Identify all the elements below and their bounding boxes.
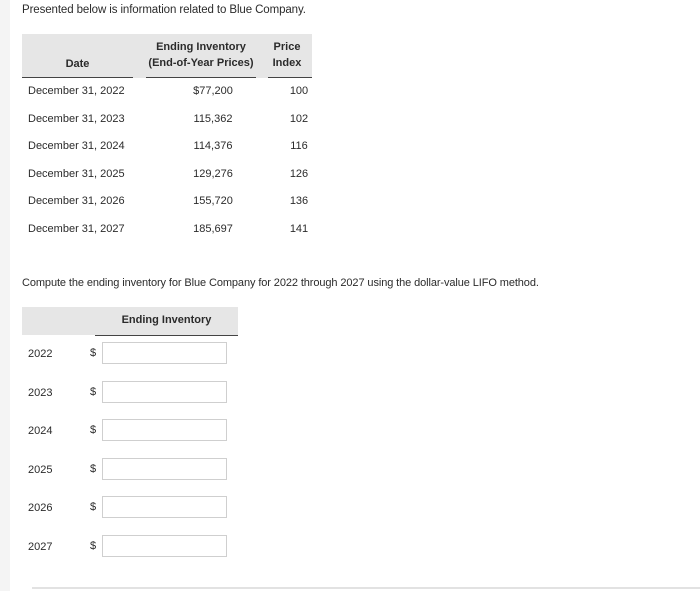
table-row <box>22 78 312 105</box>
ending-inventory-input-2024[interactable] <box>102 419 227 441</box>
table-row <box>22 216 312 243</box>
cell-inventory: 155,720 <box>193 195 233 207</box>
ending-inventory-input-2025[interactable] <box>102 458 227 480</box>
cell-date: December 31, 2027 <box>28 222 125 235</box>
answer-row-2025 <box>22 458 238 482</box>
cell-date: December 31, 2024 <box>28 140 125 152</box>
header-ending-inventory-answer: Ending Inventory <box>121 314 212 326</box>
cell-index: 141 <box>289 222 309 235</box>
table-row <box>22 188 312 215</box>
header-price-index-line1: Price <box>273 41 301 53</box>
dollar-sign: $ <box>90 347 97 359</box>
answer-row-2027 <box>22 535 238 559</box>
answer-row-2024 <box>22 419 238 443</box>
table-row <box>22 161 312 188</box>
header-ending-inventory-line2: (End-of-Year Prices) <box>148 57 254 69</box>
cell-inventory: 114,376 <box>193 140 233 152</box>
dollar-sign: $ <box>90 501 97 513</box>
header-divider <box>95 335 238 336</box>
year-label: 2026 <box>28 502 53 514</box>
answer-row-2023 <box>22 381 238 405</box>
intro-text: Presented below is information related to Blue Company. <box>22 4 306 16</box>
cell-date: December 31, 2025 <box>28 167 125 180</box>
cell-inventory: $77,200 <box>193 85 233 97</box>
question-panel <box>10 0 700 591</box>
cell-inventory: 115,362 <box>193 112 233 125</box>
question-text: Compute the ending inventory for Blue Company for 2022 through 2027 using the dollar-value LIFO method. <box>22 277 539 289</box>
dollar-sign: $ <box>90 385 97 398</box>
header-ending-inventory-line1: Ending Inventory <box>156 41 246 53</box>
cell-index: 116 <box>290 140 308 152</box>
cell-index: 100 <box>289 85 309 97</box>
cell-index: 102 <box>289 112 309 125</box>
cell-index: 126 <box>289 167 309 180</box>
cell-date: December 31, 2023 <box>28 112 125 125</box>
header-price-index <box>262 39 312 71</box>
answer-table-header <box>22 307 238 335</box>
year-label: 2024 <box>28 425 53 437</box>
header-date: Date <box>65 58 90 70</box>
cell-inventory: 185,697 <box>193 222 233 235</box>
year-label: 2027 <box>28 540 53 553</box>
header-ending-inventory <box>146 39 256 71</box>
ending-inventory-input-2027[interactable] <box>102 535 227 557</box>
header-price-index-line2: Index <box>272 57 302 69</box>
dollar-sign: $ <box>90 539 97 552</box>
ending-inventory-input-2023[interactable] <box>102 381 227 403</box>
cell-index: 136 <box>289 195 309 207</box>
cell-date: December 31, 2026 <box>28 195 125 207</box>
year-label: 2022 <box>28 348 53 360</box>
table-row <box>22 133 312 160</box>
cell-inventory: 129,276 <box>193 167 233 180</box>
year-label: 2025 <box>28 463 53 476</box>
info-table-header <box>22 34 312 78</box>
ending-inventory-input-2026[interactable] <box>102 496 227 518</box>
cell-date: December 31, 2022 <box>28 85 125 97</box>
answer-row-2022 <box>22 342 238 366</box>
dollar-sign: $ <box>90 462 97 475</box>
year-label: 2023 <box>28 386 53 399</box>
dollar-sign: $ <box>90 424 97 436</box>
table-row <box>22 106 312 133</box>
ending-inventory-input-2022[interactable] <box>102 342 227 364</box>
answer-row-2026 <box>22 496 238 520</box>
bottom-divider <box>32 587 700 589</box>
